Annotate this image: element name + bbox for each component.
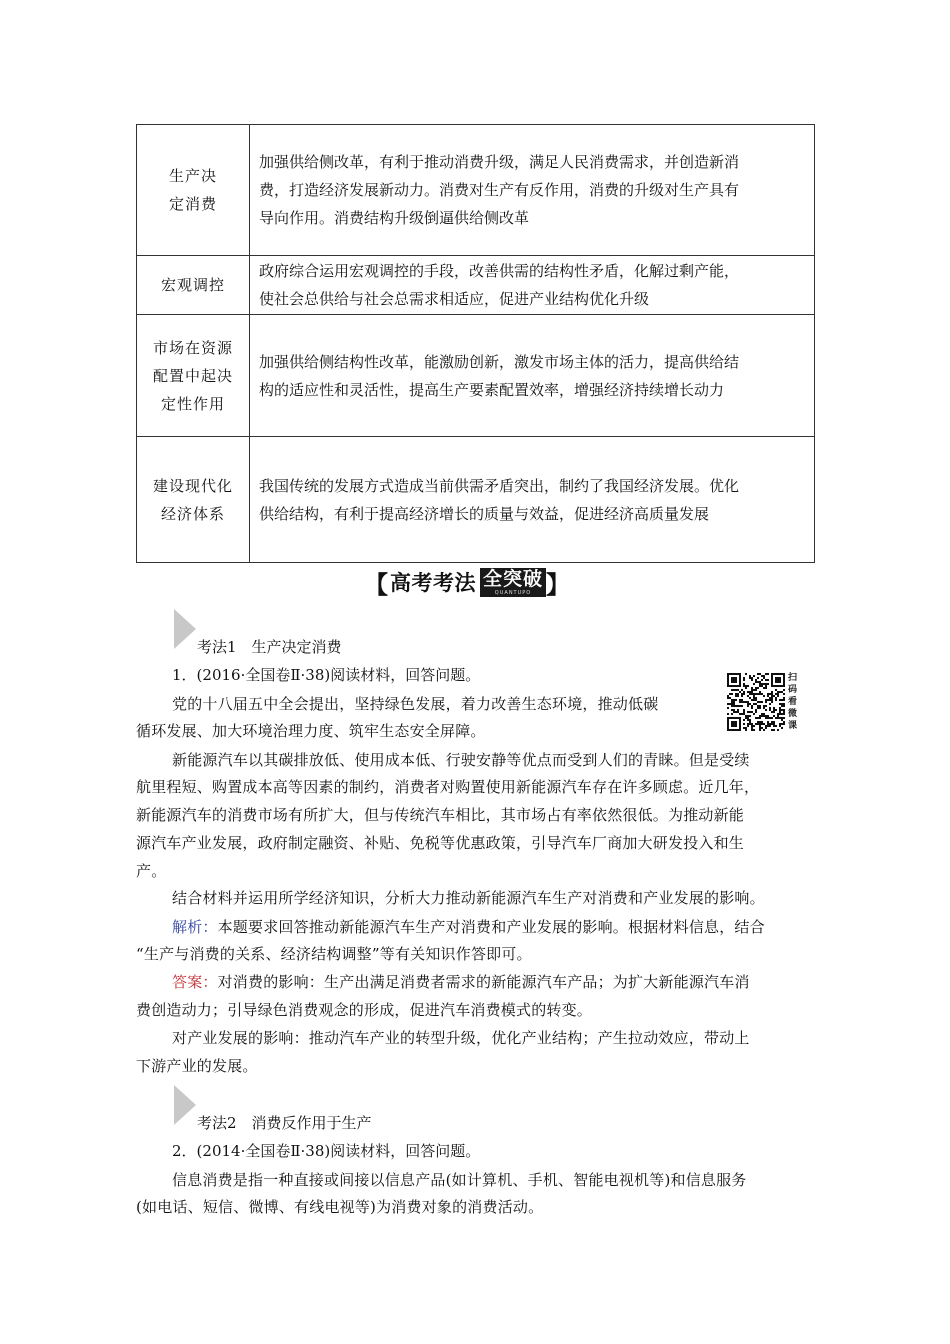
knowledge-table [136,124,815,563]
text-line: 费，打造经济发展新动力。消费对生产有反作用，消费的升级对生产具有 [259,181,740,199]
analysis-line [172,917,765,937]
section-heading: 考法1 生产决定消费 [197,638,342,656]
qr-caption-char: 扫 [788,673,798,683]
answer-text: 对消费的影响：生产出满足消费者需求的新能源汽车产品；为扩大新能源汽车消 [217,973,750,991]
text-line: 供给结构，有利于提高经济增长的质量与效益，促进经济高质量发展 [259,504,710,523]
section-arrow-icon [174,1085,196,1125]
section-arrow-icon [174,609,196,649]
table-row-text [250,437,815,563]
material-line: (如电话、短信、微博、有线电视等)为消费对象的消费活动。 [136,1198,544,1216]
qr-caption-char: 微 [788,709,798,719]
label-line: 宏观调控 [160,276,225,294]
banner-close-bracket: 】 [546,570,571,599]
label-line: 定消费 [168,195,217,213]
table-row [137,437,815,563]
analysis-text: 本题要求回答推动新能源汽车生产对消费和产业发展的影响。根据材料信息，结合 [217,918,765,936]
table-row-text [250,256,815,315]
label-line: 定性作用 [160,394,225,413]
material-line: 信息消费是指一种直接或间接以信息产品(如计算机、手机、智能电视机等)和信息服务 [172,1171,747,1189]
text-line: 使社会总供给与社会总需求相适应，促进产业结构优化升级 [259,290,650,308]
text-line: 我国传统的发展方式造成当前供需矛盾突出，制约了我国经济发展。优化 [259,476,740,495]
material-line: 产。 [136,862,167,880]
banner-title: 高考考法 [390,571,476,595]
table-row-label [137,437,250,563]
section-heading: 考法2 消费反作用于生产 [197,1114,372,1132]
material-line: 循环发展、加大环境治理力度、筑牢生态安全屏障。 [136,722,486,740]
banner-boxed-title [480,568,546,597]
material-line: 航里程短、购置成本高等因素的制约，消费者对购置使用新能源汽车存在许多顾虑。近几年， [136,778,760,796]
question-title: 1．(2016·全国卷Ⅱ·38)阅读材料，回答问题。 [172,666,481,684]
material-line: 党的十八届五中全会提出，坚持绿色发展，着力改善生态环境，推动低碳 [172,695,659,713]
table-row-text [250,125,815,256]
banner-boxed-text: 全突破 [483,567,544,590]
analysis-label: 解析： [172,918,218,936]
material-line: 源汽车产业发展，政府制定融资、补贴、免税等优惠政策，引导汽车厂商加大研发投入和生 [136,834,745,852]
answer-line: 费创造动力；引导绿色消费观念的形成，促进汽车消费模式的转变。 [136,1001,593,1019]
answer-label: 答案： [172,973,218,991]
table-row [137,256,815,315]
label-line: 生产决 [168,167,217,185]
qr-caption-char: 看 [788,697,798,707]
qr-code-icon[interactable] [727,673,785,731]
table-row-text [250,315,815,437]
answer-line: 对产业发展的影响：推动汽车产业的转型升级，优化产业结构；产生拉动效应，带动上 [172,1029,750,1047]
text-line: 加强供给侧改革，有利于推动消费升级，满足人民消费需求，并创造新消 [259,153,740,171]
material-line: 新能源汽车的消费市场有所扩大，但与传统汽车相比，其市场占有率依然很低。为推动新能 [136,806,745,824]
banner-boxed-subtext: QUANTUPO [494,589,532,596]
section-banner [364,565,570,599]
table-row [137,315,815,437]
table-row [137,125,815,256]
text-line: 导向作用。消费结构升级倒逼供给侧改革 [259,209,530,227]
banner-open-bracket: 【 [364,570,388,599]
text-line: 政府综合运用宏观调控的手段，改善供需的结构性矛盾，化解过剩产能， [259,262,740,280]
task-line: 结合材料并运用所学经济知识，分析大力推动新能源汽车生产对消费和产业发展的影响。 [172,889,765,907]
label-line: 经济体系 [160,504,225,523]
label-line: 市场在资源 [152,338,233,357]
qr-caption-char: 码 [788,685,798,695]
answer-line [172,972,750,992]
answer-line: 下游产业的发展。 [136,1057,258,1075]
material-line: 新能源汽车以其碳排放低、使用成本低、行驶安静等优点而受到人们的青睐。但是受续 [172,751,750,769]
question-title: 2．(2014·全国卷Ⅱ·38)阅读材料，回答问题。 [172,1142,481,1160]
table-row-label [137,256,250,315]
analysis-line: “生产与消费的关系、经济结构调整”等有关知识作答即可。 [136,945,532,963]
text-line: 构的适应性和灵活性，提高生产要素配置效率，增强经济持续增长动力 [259,380,725,399]
qr-caption [788,672,800,732]
label-line: 建设现代化 [152,476,233,495]
table-row-label [137,315,250,437]
label-line: 配置中起决 [152,366,233,385]
table-row-label [137,125,250,256]
qr-caption-char: 课 [788,721,798,731]
text-line: 加强供给侧结构性改革，能激励创新，激发市场主体的活力，提高供给结 [259,352,740,371]
